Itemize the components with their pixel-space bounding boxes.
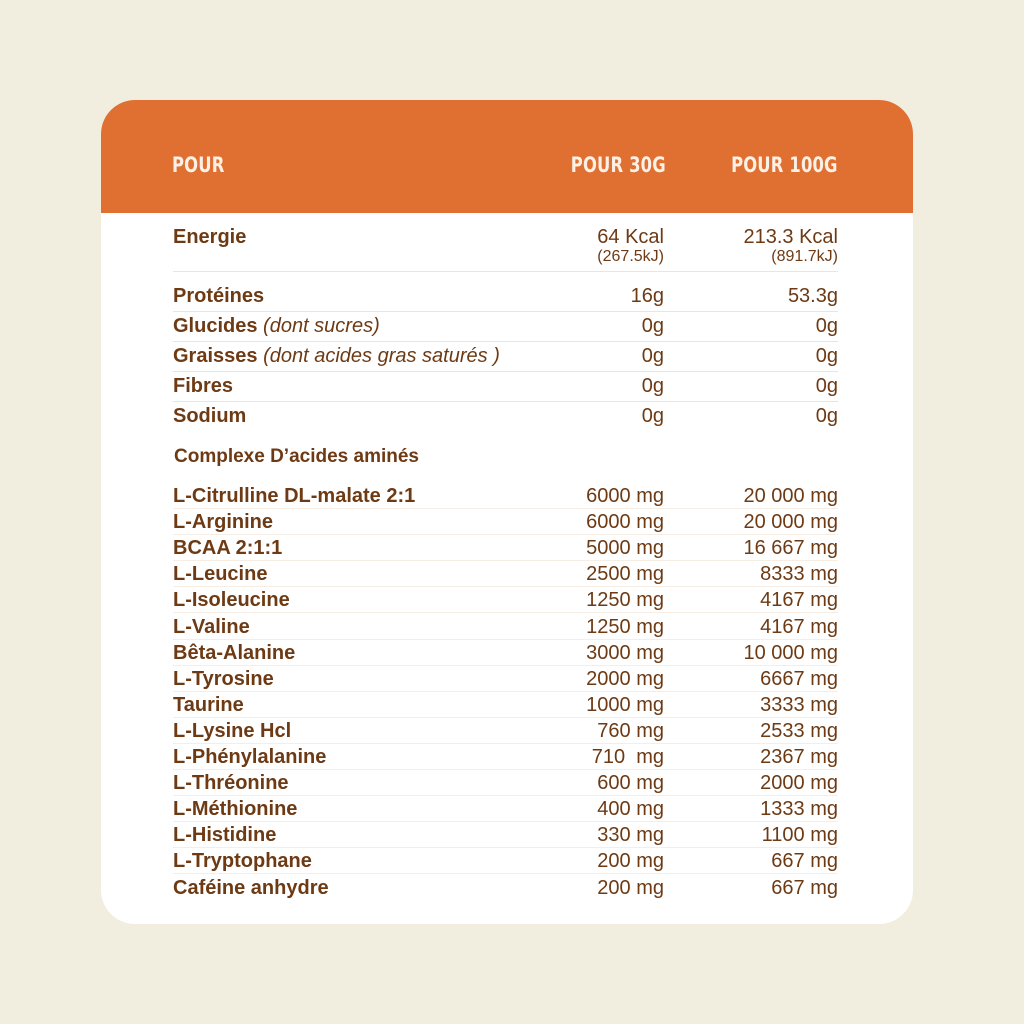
amino-row — [173, 666, 838, 692]
divider — [173, 341, 838, 342]
nutrient-label: Protéines — [173, 285, 265, 307]
amino-row — [173, 692, 838, 718]
nutrient-label: Fibres — [173, 375, 234, 397]
amino-name: L-Isoleucine — [173, 589, 290, 611]
amino-name: BCAA 2:1:1 — [173, 537, 283, 559]
table-header — [101, 100, 913, 213]
amino-row — [173, 848, 838, 874]
amino-name: L-Phénylalanine — [173, 746, 327, 768]
nutrient-name — [173, 374, 233, 398]
amino-value-30g: 760 mg — [597, 720, 664, 742]
amino-row — [173, 770, 838, 796]
amino-name: Taurine — [173, 694, 244, 716]
nutrient-name — [173, 344, 500, 368]
energy-value-100g — [743, 225, 838, 265]
amino-row — [173, 483, 838, 509]
nutrient-label: Graisses — [173, 345, 258, 367]
amino-value-30g: 2000 mg — [586, 668, 664, 690]
nutrient-name — [173, 404, 246, 428]
energy-kcal-30g: 64 Kcal — [597, 226, 664, 248]
amino-name: L-Tryptophane — [173, 850, 312, 872]
nutrient-value-30g: 0g — [641, 375, 664, 397]
amino-value-100g: 16 667 mg — [743, 537, 838, 559]
nutrient-label: Sodium — [173, 405, 247, 427]
nutrient-name — [173, 314, 380, 338]
amino-name: L-Lysine Hcl — [173, 720, 292, 742]
amino-value-30g: 6000 mg — [586, 511, 664, 533]
header-label: POUR — [172, 153, 225, 177]
amino-name: L-Citrulline DL-malate 2:1 — [173, 485, 416, 507]
energy-value-30g — [597, 225, 664, 265]
nutrient-value-100g: 0g — [815, 405, 838, 427]
amino-value-100g: 1333 mg — [760, 798, 838, 820]
amino-row — [173, 561, 838, 587]
amino-row — [173, 587, 838, 613]
amino-value-30g: 200 mg — [597, 850, 664, 872]
amino-row — [173, 614, 838, 640]
nutrition-card — [101, 100, 913, 924]
amino-row — [173, 744, 838, 770]
amino-name: L-Méthionine — [173, 798, 298, 820]
amino-value-100g: 2533 mg — [760, 720, 838, 742]
nutrient-value-30g: 0g — [641, 315, 664, 337]
nutrient-value-100g: 0g — [815, 345, 838, 367]
amino-value-30g: 1250 mg — [586, 589, 664, 611]
nutrient-row — [173, 344, 838, 370]
nutrient-value-30g: 0g — [641, 345, 664, 367]
amino-row — [173, 718, 838, 744]
nutrient-row — [173, 314, 838, 340]
amino-value-30g: 710 mg — [591, 746, 664, 768]
amino-value-30g: 200 mg — [597, 877, 664, 899]
energy-label: Energie — [173, 226, 247, 248]
amino-value-30g: 330 mg — [597, 824, 664, 846]
nutrient-name — [173, 284, 264, 308]
nutrient-value-100g: 53.3g — [787, 285, 838, 307]
amino-row — [173, 822, 838, 848]
energy-row — [173, 225, 838, 269]
amino-section-title: Complexe D’acides aminés — [174, 446, 419, 467]
amino-value-30g: 5000 mg — [586, 537, 664, 559]
amino-value-30g: 1250 mg — [586, 616, 664, 638]
amino-name: L-Tyrosine — [173, 668, 274, 690]
divider — [173, 612, 838, 613]
amino-value-100g: 2367 mg — [760, 746, 838, 768]
nutrient-row — [173, 284, 838, 310]
nutrient-note: (dont acides gras saturés ) — [257, 345, 500, 367]
amino-name: L-Arginine — [173, 511, 273, 533]
amino-value-100g: 3333 mg — [760, 694, 838, 716]
amino-value-100g: 4167 mg — [760, 589, 838, 611]
amino-name: L-Thréonine — [173, 772, 289, 794]
amino-value-100g: 1100 mg — [761, 824, 838, 846]
amino-value-100g: 10 000 mg — [743, 642, 838, 664]
nutrient-value-30g: 16g — [630, 285, 664, 307]
amino-name: L-Histidine — [173, 824, 277, 846]
amino-value-30g: 2500 mg — [586, 563, 664, 585]
amino-row — [173, 535, 838, 561]
amino-value-100g: 667 mg — [771, 850, 838, 872]
amino-value-100g: 4167 mg — [760, 616, 838, 638]
amino-name: Caféine anhydre — [173, 877, 329, 899]
amino-value-30g: 600 mg — [597, 772, 664, 794]
amino-row — [173, 796, 838, 822]
nutrient-row — [173, 374, 838, 400]
amino-value-100g: 20 000 mg — [743, 485, 838, 507]
nutrient-note: (dont sucres) — [257, 315, 380, 337]
amino-value-100g: 667 mg — [771, 877, 838, 899]
amino-row — [173, 509, 838, 535]
energy-kj-30g: (267.5kJ) — [597, 248, 664, 265]
nutrient-label: Glucides — [173, 315, 258, 337]
amino-value-30g: 400 mg — [597, 798, 664, 820]
amino-name: L-Leucine — [173, 563, 268, 585]
nutrient-value-100g: 0g — [815, 375, 838, 397]
divider — [173, 271, 838, 272]
energy-kcal-100g: 213.3 Kcal — [743, 226, 838, 248]
header-per-30g: POUR 30G — [570, 153, 666, 177]
amino-value-30g: 6000 mg — [586, 485, 664, 507]
amino-row — [173, 640, 838, 666]
nutrient-row — [173, 404, 838, 430]
divider — [173, 873, 838, 874]
nutrient-value-30g: 0g — [641, 405, 664, 427]
amino-name: L-Valine — [173, 616, 250, 638]
nutrient-value-100g: 0g — [815, 315, 838, 337]
header-per-100g: POUR 100G — [731, 153, 838, 177]
amino-value-100g: 20 000 mg — [743, 511, 838, 533]
amino-value-100g: 2000 mg — [760, 772, 838, 794]
amino-value-100g: 6667 mg — [760, 668, 838, 690]
energy-kj-100g: (891.7kJ) — [771, 248, 838, 265]
amino-row — [173, 875, 838, 901]
divider — [173, 311, 838, 312]
amino-value-100g: 8333 mg — [760, 563, 838, 585]
amino-value-30g: 3000 mg — [586, 642, 664, 664]
amino-name: Bêta-Alanine — [173, 642, 296, 664]
divider — [173, 371, 838, 372]
divider — [173, 401, 838, 402]
amino-value-30g: 1000 mg — [586, 694, 664, 716]
